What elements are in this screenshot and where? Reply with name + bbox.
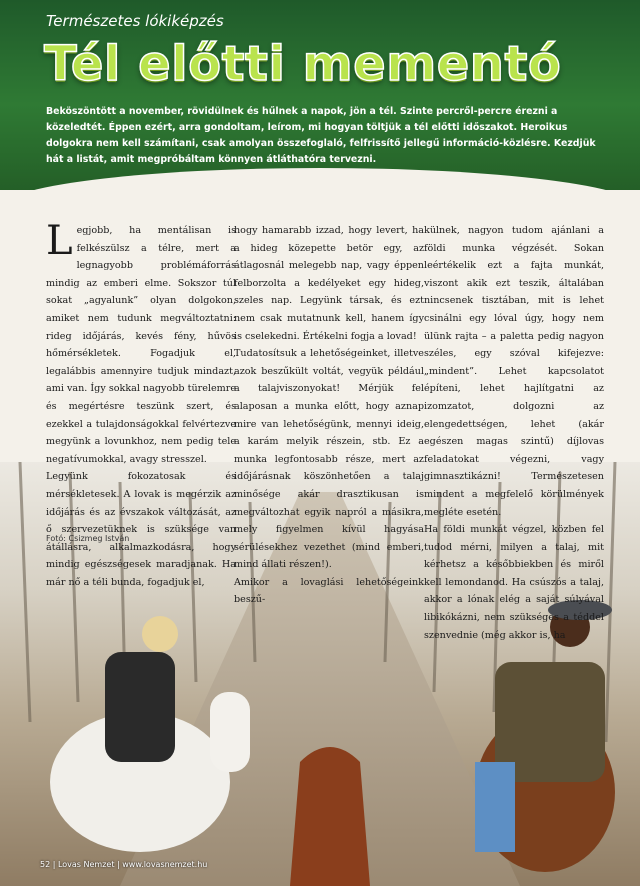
text-column-3	[424, 222, 604, 644]
article-body	[0, 190, 640, 886]
paragraph: Tudatosítsuk a lehetőségeinket, illetve azok beszűkült voltát, vegyük például a talajviszonyokat! Mérjük fel alaposan a munka előtt, hogy aznap mire van lehetőségünk, mennyi ideig, a karám melyik részein, stb. Ez a munka legfontosabb része, mert az időjárásnak köszönhetően a talaj minősége akár drasztikusan is megváltozhat egyik napról a másikra, mely figyelmen kívül hagyása sérülésekhez vezethet (mind emberi, mind állati részen!).	[234, 348, 424, 571]
paragraph: egjobb, ha mentálisan is felkészülsz a télre, mert a legnagyobb problémáforrás mindig az emberi elme. Sokszor túl sokat „agyalunk” olyan dolgokon, amiket nem tudunk megváltoztatni: rideg időjárás, kevés fény, hűvös hőmérsékletek. Fogadjuk el, legalábbis amennyire tudjuk mindazt, ami van. Így sokkal nagyobb türelemre és megértésre teszünk szert, és ezekkel a tulajdonságokkal felvértezve megyünk a lovunkhoz, nem pedig tele negatívumokkal, avagy stresszel.	[46, 225, 236, 465]
article-title: Tél előtti mementó	[44, 36, 562, 92]
page-footer: 52 | Lovas Nemzet | www.lovasnemzet.hu	[40, 860, 208, 869]
paragraph: Ha földi munkát végzel, közben fel tudod mérni, milyen a talaj, mit kérhetsz a későbbiekben és miről kell lemondanod. Ha csúszós a talaj, akkor a lónak elég a saját súlyával libikókázni, nem szükséges a téddel szenvednie (még akkor is, ha	[424, 524, 604, 641]
photo-credit: Fotó: Csizmeg István	[46, 534, 130, 543]
text-column-2	[234, 222, 424, 609]
paragraph: Legyünk fokozatosak és mérsékletesek. A lovak is megérzik az időjárás és az évszakok változását, az ő szervezetüknek is szüksége van átállásra, alkalmazkodásra, hogy mindig egészségesek maradjanak. Ha már nő a téli bunda, fogadjuk el,	[46, 471, 236, 588]
paragraph: külnek, nagyon tudom ajánlani a földi munka végzését. Sokan leértékelik ezt a fajta munkát, viszont akik ezt teszik, általában nincsenek tisztában, mit is lehet csinálni egy lóval úgy, hogy nem ülünk rajta – a paletta pedig nagyon széles, egy szóval kifejezve: „mindent”. Lehet kapcsolatot építeni, lehet hajlítgatni az izomzatot, dolgozni az elengedettségen, lehet (akár egészen magas szintű) díjlovas feladatokat végezni, vagy gimnasztikázni! Természetesen mindent a megfelelő körülmények megléte esetén.	[424, 225, 604, 518]
paragraph: Amikor a lovaglási lehetőségeink beszű-	[234, 576, 424, 606]
paragraph: hogy hamarabb izzad, hogy levert, ha a hideg közepette betör egy, az átlagosnál melegebb nap, vagy éppen felborzolta a kedélyeket egy hideg, szeles nap. Legyünk társak, és ezt nem csak mutatnunk kell, hanem így is cselekedni. Értékelni fogja a lovad!	[234, 225, 424, 342]
section-kicker: Természetes lókiképzés	[46, 12, 224, 30]
article-header	[0, 0, 640, 190]
article-lead: Beköszöntött a november, rövidülnek és hűlnek a napok, jön a tél. Szinte percről-percre érezni a közeledtét. Éppen ezért, arra gondoltam, leírom, mi hogyan töltjük a tél előtti időszakot. Heroikus dolgokra nem kell számítani, csak amolyan összefoglaló, felfrissítő jellegű információ-közlésre. Kezdjük hát a listát, amit megpróbáltam könnyen átláthatóra tervezni.	[46, 106, 596, 165]
horse-head-foreground	[290, 747, 370, 886]
drop-cap: L	[46, 218, 73, 264]
